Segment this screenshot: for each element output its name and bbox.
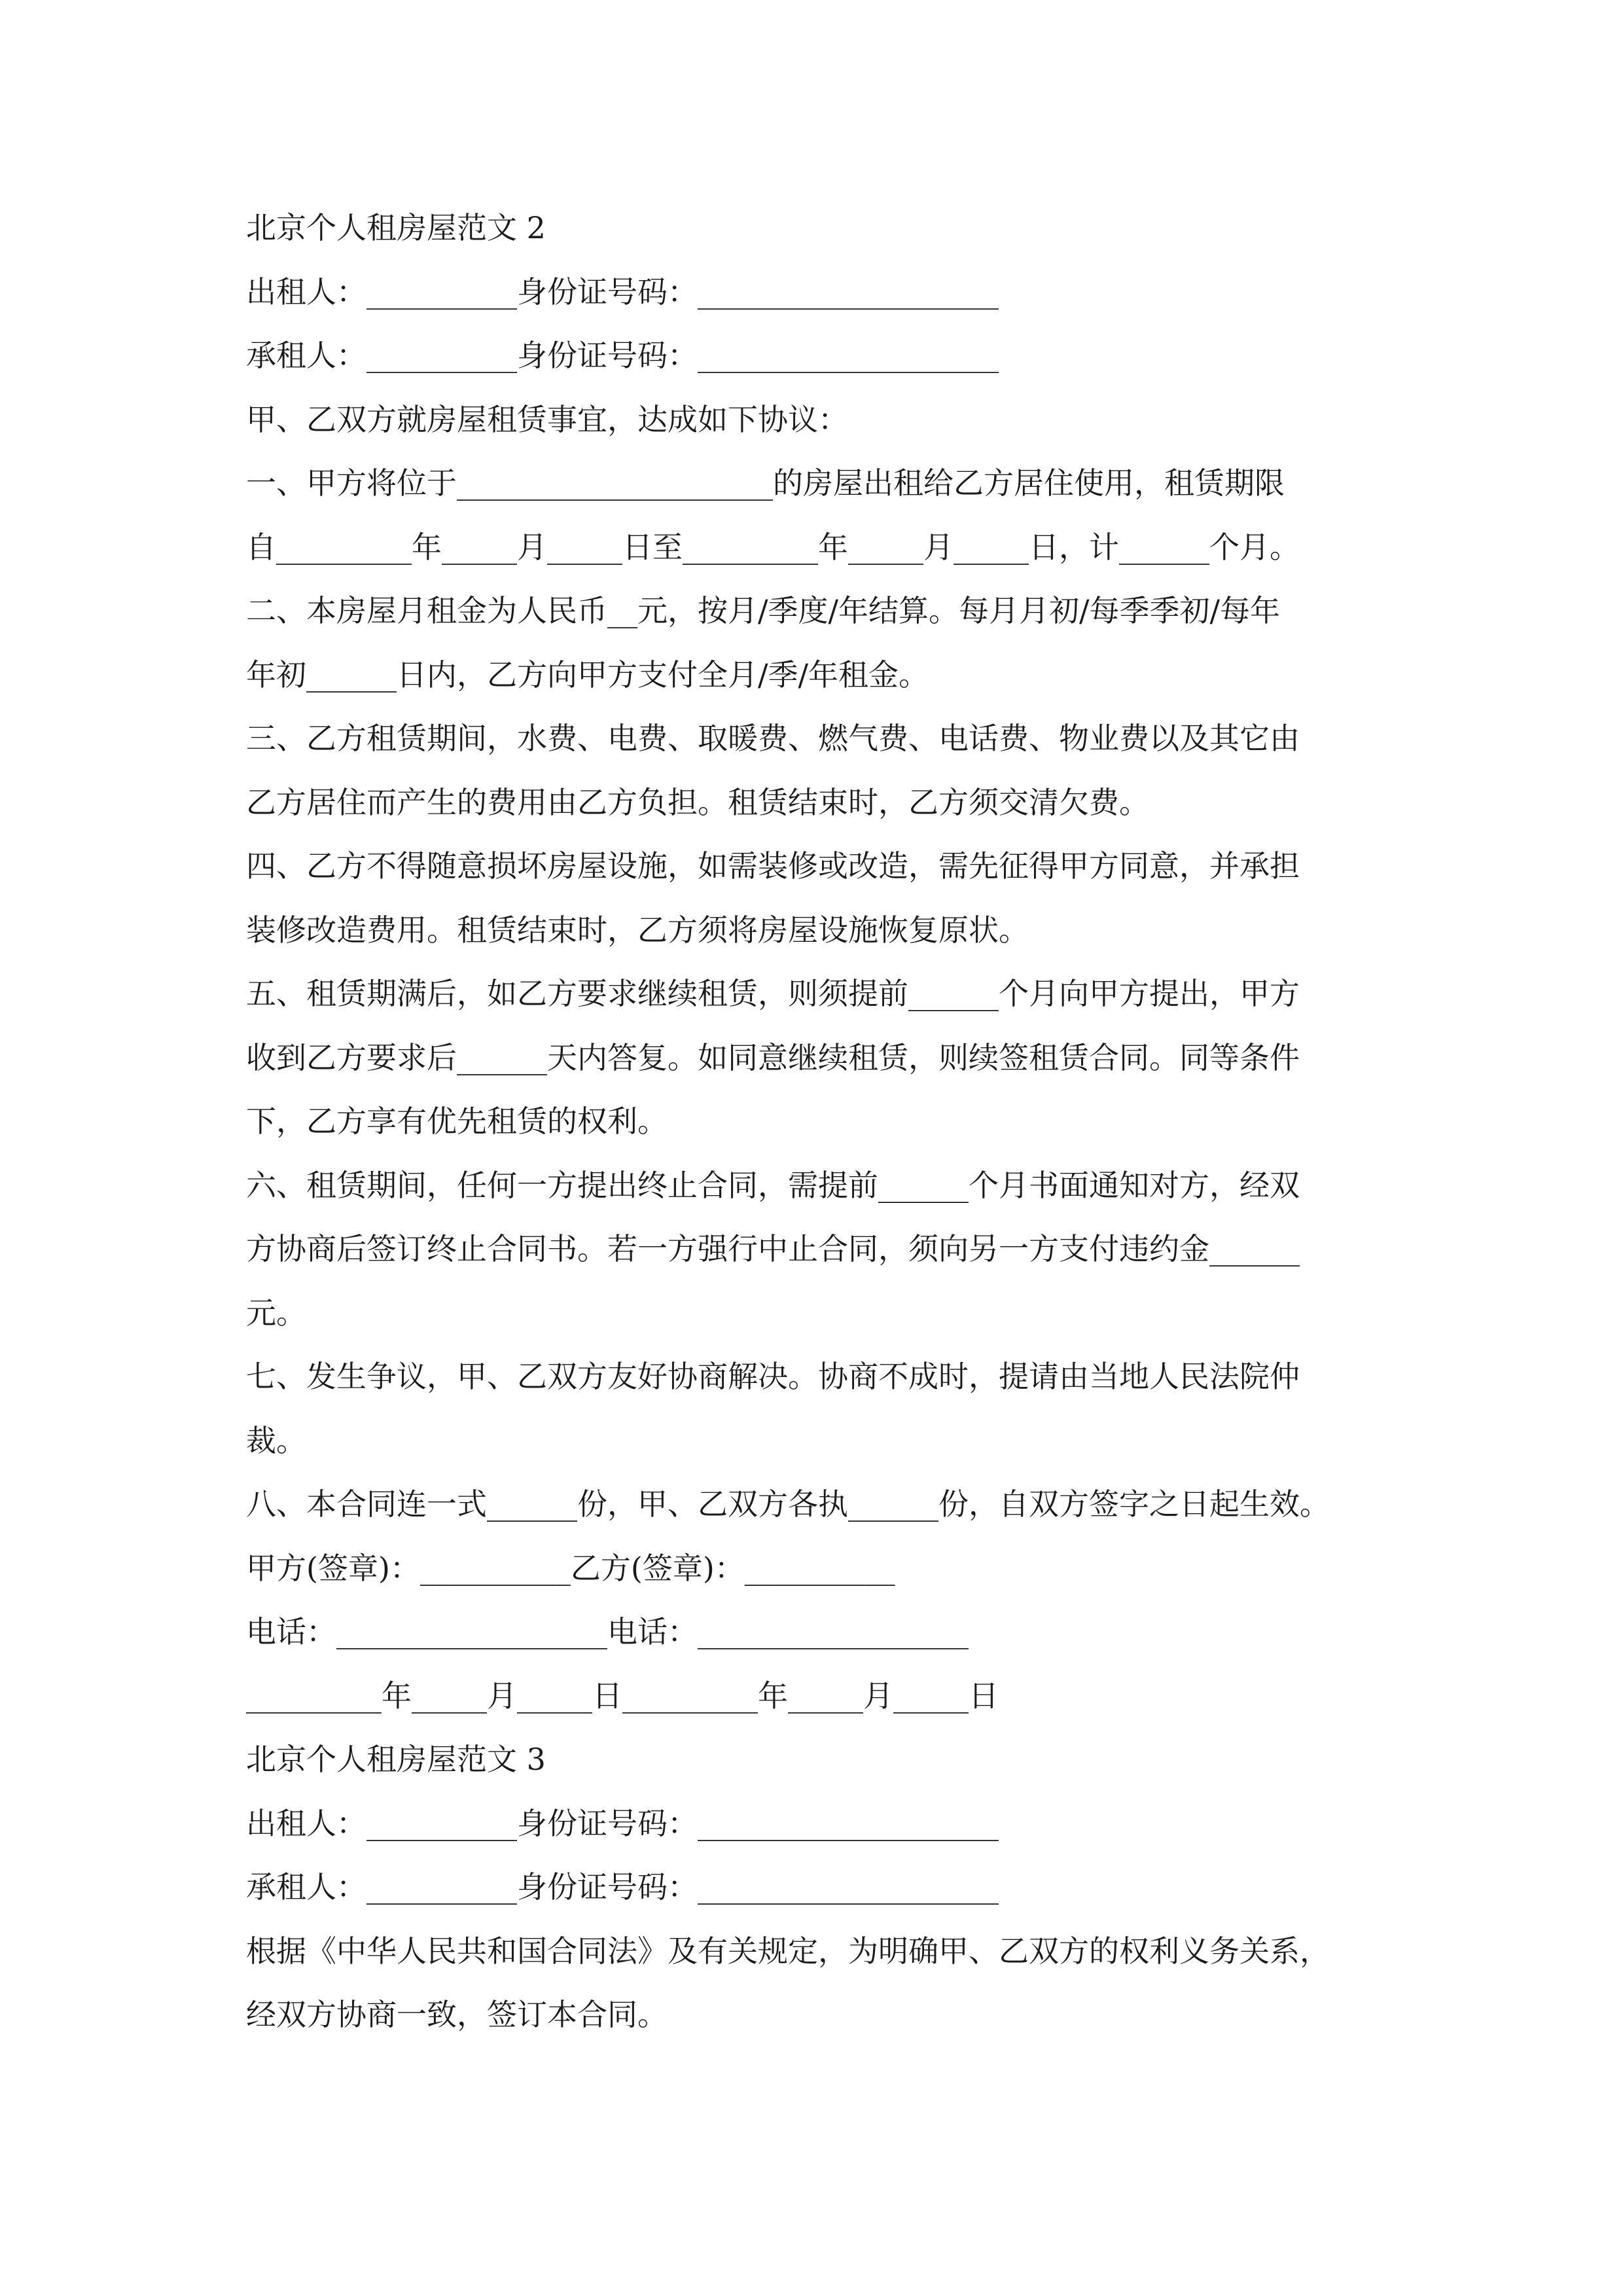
agreement-intro: 甲、乙双方就房屋租赁事宜，达成如下协议： (246, 401, 848, 437)
clause-line: 五、租赁期满后，如乙方要求继续租赁，则须提前______个月向甲方提出，甲方 (246, 976, 1300, 1011)
document-page (246, 196, 1385, 2047)
clause-line: 六、租赁期间，任何一方提出终止合同，需提前______个月书面通知对方，经双 (246, 1167, 1300, 1203)
section-title: 北京个人租房屋范文 2 (246, 210, 546, 245)
preamble-line: 根据《中华人民共和国合同法》及有关规定，为明确甲、乙双方的权利义务关系， (246, 1933, 1330, 1969)
clause-line: 自_________年_____月_____日至_________年_____月_____日，计______个月。 (246, 529, 1300, 565)
clause-line: 下，乙方享有优先租赁的权利。 (246, 1103, 668, 1139)
clause-line: 四、乙方不得随意损坏房屋设施，如需装修或改造，需先征得甲方同意，并承担 (246, 848, 1300, 884)
clause-line: 收到乙方要求后______天内答复。如同意继续租赁，则续签租赁合同。同等条件 (246, 1039, 1300, 1075)
date-line: _________年_____月_____日_________年_____月_____日 (246, 1677, 999, 1713)
phone-line: 电话：__________________电话：__________________ (246, 1614, 969, 1649)
clause-line: 乙方居住而产生的费用由乙方负担。租赁结束时，乙方须交清欠费。 (246, 784, 1149, 820)
clause-line: 二、本房屋月租金为人民币__元，按月/季度/年结算。每月月初/每季季初/每年 (246, 593, 1280, 628)
clause-line: 一、甲方将位于_____________________的房屋出租给乙方居住使用，租赁期限 (246, 465, 1285, 501)
clause-line: 八、本合同连一式______份，甲、乙双方各执______份，自双方签字之日起生效。 (246, 1486, 1330, 1522)
clause-line: 裁。 (246, 1422, 306, 1458)
preamble-line: 经双方协商一致，签订本合同。 (246, 1997, 668, 2032)
clause-line: 方协商后签订终止合同书。若一方强行中止合同，须向另一方支付违约金______ (246, 1231, 1300, 1266)
clause-line: 元。 (246, 1295, 306, 1331)
clause-line: 七、发生争议，甲、乙双方友好协商解决。协商不成时，提请由当地人民法院仲 (246, 1359, 1300, 1394)
clause-line: 装修改造费用。租赁结束时，乙方须将房屋设施恢复原状。 (246, 912, 1029, 948)
clause-line: 年初______日内，乙方向甲方支付全月/季/年租金。 (246, 656, 929, 692)
lessor-line: 出租人：__________身份证号码：____________________ (246, 274, 999, 310)
lessee-line: 承租人：__________身份证号码：____________________ (246, 1869, 999, 1905)
clause-line: 三、乙方租赁期间，水费、电费、取暖费、燃气费、电话费、物业费以及其它由 (246, 721, 1300, 756)
signature-line: 甲方(签章)：__________乙方(签章)：__________ (246, 1550, 895, 1586)
lessee-line: 承租人：__________身份证号码：____________________ (246, 338, 999, 373)
lessor-line: 出租人：__________身份证号码：____________________ (246, 1805, 999, 1841)
section-title: 北京个人租房屋范文 3 (246, 1742, 546, 1777)
